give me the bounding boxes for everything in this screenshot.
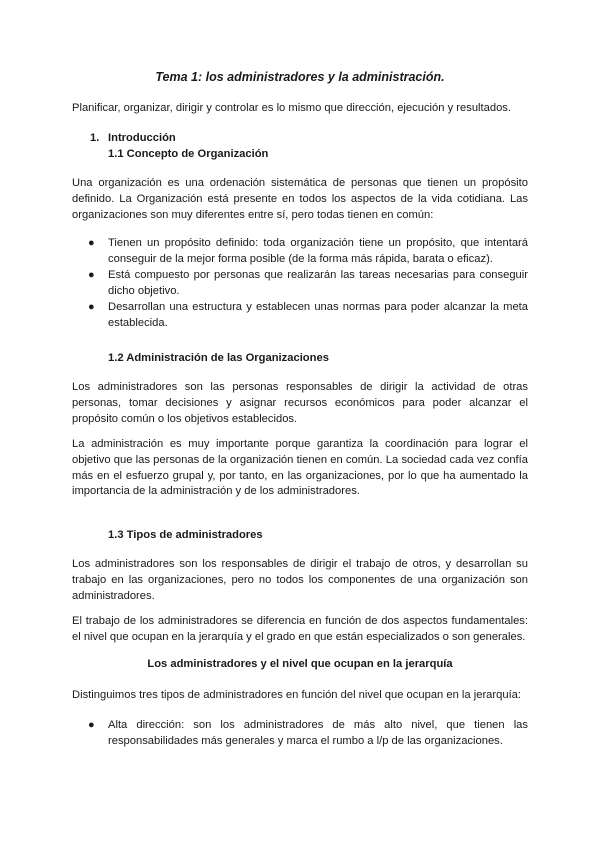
bullet-icon: ● (88, 237, 95, 249)
page-title: Tema 1: los administradores y la administración. (155, 70, 445, 84)
nivel-intro: Distinguimos tres tipos de administradores en función del nivel que ocupan en la jerarquía: (72, 689, 522, 701)
list-item: Desarrollan una estructura y establecen unas normas para poder alcanzar la meta establecida. (108, 301, 528, 329)
section-1-number: 1. (90, 132, 100, 144)
nivel-heading: Los administradores y el nivel que ocupan en la jerarquía (147, 658, 453, 670)
tipos-paragraph-1: Los administradores son los responsables de dirigir el trabajo de otros, y desarrollan su trabajo en las organizaciones, pero no todos los componentes de una organización son administradores. (72, 558, 528, 602)
bullet-icon: ● (88, 301, 95, 313)
intro-line: Planificar, organizar, dirigir y controlar es lo mismo que dirección, ejecución y resultados. (72, 102, 511, 114)
section-1-heading: Introducción (108, 132, 176, 144)
tipos-paragraph-2: El trabajo de los administradores se diferencia en función de dos aspectos fundamentales: el nivel que ocupan en la jerarquía y el grado en que están especializados o son generales. (72, 615, 528, 643)
subsection-1-2-heading: 1.2 Administración de las Organizaciones (108, 352, 329, 364)
admin-paragraph-2: La administración es muy importante porque garantiza la coordinación para lograr el objetivo que las personas de la organización tienen en común. La sociedad cada vez confía más en el esfuerzo grupal y, por tanto, en las organizaciones, por lo que ha aumentado la importancia de la administración y de los administradores. (72, 438, 528, 498)
organization-paragraph: Una organización es una ordenación sistemática de personas que tienen un propósito definido. La Organización está presente en todos los aspectos de la vida cotidiana. Las organizaciones son muy diferentes entre sí, pero todas tienen en común: (72, 177, 528, 221)
admin-paragraph-1: Los administradores son las personas responsables de dirigir la actividad de otras personas, tomar decisiones y asignar recursos económicos para poder alcanzar el propósito común o los objetivos establecidos. (72, 381, 528, 425)
bullet-icon: ● (88, 719, 95, 731)
list-item: Alta dirección: son los administradores de más alto nivel, que tienen las responsabilidades más generales y marca el rumbo a l/p de las organizaciones. (108, 719, 528, 747)
subsection-1-1-heading: 1.1 Concepto de Organización (108, 148, 269, 160)
list-item: Está compuesto por personas que realizarán las tareas necesarias para conseguir dicho objetivo. (108, 269, 528, 297)
bullet-icon: ● (88, 269, 95, 281)
subsection-1-3-heading: 1.3 Tipos de administradores (108, 529, 263, 541)
list-item: Tienen un propósito definido: toda organización tiene un propósito, que intentará conseguir de la mejor forma posible (de la forma más rápida, barata o eficaz). (108, 237, 528, 265)
